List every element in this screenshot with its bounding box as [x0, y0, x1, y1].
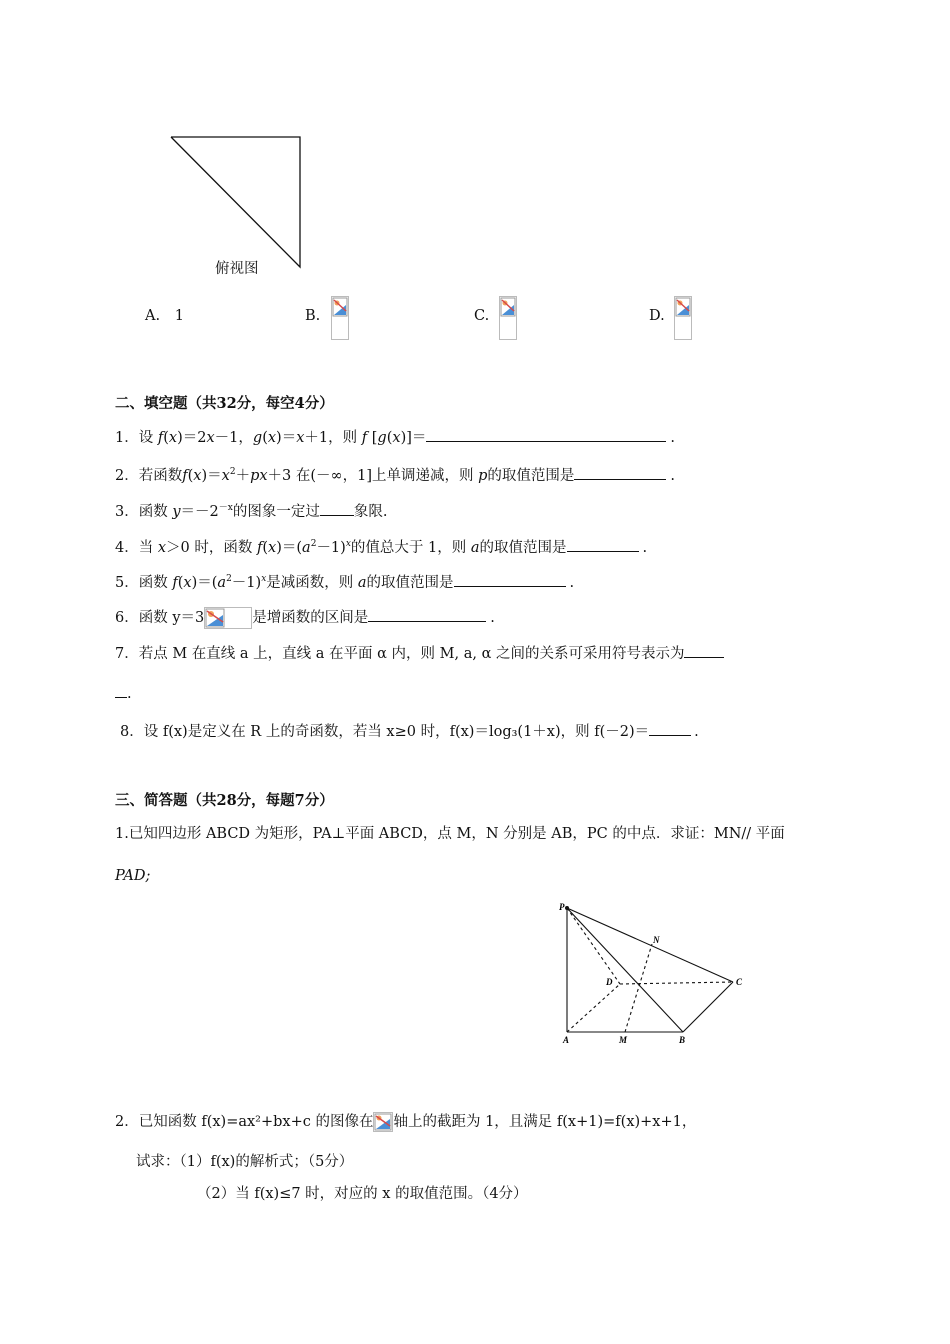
q-text: 4．当 — [115, 539, 154, 556]
q-sup: 2 — [310, 539, 317, 549]
q-text: a — [357, 574, 367, 591]
answer-blank[interactable] — [574, 464, 666, 480]
section3-title: 三、简答题（共28分，每题7分） — [115, 792, 334, 809]
q-end: . — [642, 539, 648, 556]
q-text: 5．函数 — [115, 574, 168, 591]
q-text: 的取值范围是 — [487, 467, 575, 484]
fill-question-7 — [115, 642, 724, 664]
q-text: ＝－2 — [180, 503, 219, 520]
vertex-label-b: B — [679, 1035, 686, 1045]
proof-question-2 — [115, 1112, 696, 1132]
answer-blank[interactable] — [115, 682, 127, 698]
option-letter: A. — [145, 308, 161, 324]
section2-title: 二、填空题（共32分，每空4分） — [115, 395, 334, 412]
proof-question-2-part2: （2）当 f(x)≤7 时，对应的 x 的取值范围。（4分） — [197, 1186, 528, 1202]
option-d — [649, 306, 665, 326]
proof-question-1: 1.已知四边形 ABCD 为矩形，PA⊥平面 ABCD，点 M，N 分别是 AB，PC 的中点．求证：MN// 平面 — [115, 826, 785, 842]
answer-blank[interactable] — [320, 500, 354, 516]
q-text: a — [470, 539, 480, 556]
broken-image-icon — [204, 607, 252, 629]
answer-blank[interactable] — [567, 536, 639, 552]
q-end: . — [127, 686, 132, 702]
q-text: ＞0 时，函数 — [166, 539, 253, 556]
q-text: 的图象一定过 — [232, 503, 320, 520]
q-end: . — [670, 430, 675, 446]
q-text: 象限. — [353, 503, 388, 520]
answer-blank[interactable] — [684, 642, 724, 658]
q-sup: 2 — [229, 467, 236, 477]
q-text: 轴上的截距为 1，且满足 f(x+1)=f(x)+x+1， — [393, 1114, 697, 1130]
q-text: f — [182, 467, 188, 484]
broken-image-icon — [674, 296, 692, 340]
vertex-label-n: N — [653, 935, 660, 945]
option-c — [474, 306, 489, 326]
answer-blank[interactable] — [454, 571, 566, 587]
q-end: . — [490, 610, 495, 626]
fill-question-3 — [115, 498, 387, 522]
q-text: 的取值范围是 — [479, 539, 567, 556]
vertex-label-c: C — [736, 977, 743, 987]
q-text: p — [478, 467, 488, 484]
broken-image-icon — [499, 296, 517, 340]
top-view-caption: 俯视图 — [215, 261, 259, 277]
q-text: 2．若函数 — [115, 467, 183, 484]
option-letter: D. — [649, 308, 665, 324]
answer-blank[interactable] — [426, 426, 666, 442]
broken-image-icon — [331, 296, 349, 340]
q-sup: x — [261, 574, 267, 584]
top-view-triangle — [165, 130, 310, 275]
fill-question-2: 2．若函数$f(x)=x^2+px+3$ 在(－∞，1]上单调递减，则 p的取值范围是 . — [115, 462, 675, 486]
fill-question-6 — [115, 606, 495, 629]
q-text: 6．函数 y＝3 — [115, 610, 205, 626]
q-text: f — [172, 574, 178, 591]
q-text: y — [172, 503, 181, 520]
q-end: . — [694, 724, 699, 740]
fill-question-7-cont — [115, 682, 132, 704]
q-text: 的值总大于 1，则 — [350, 539, 467, 556]
pyramid-figure — [555, 898, 755, 1048]
q-end: . — [569, 574, 575, 591]
vertex-label-a: A — [563, 1035, 570, 1045]
vertex-label-p: P — [559, 902, 565, 912]
q-text: 3．函数 — [115, 503, 168, 520]
q-text: －1) — [316, 539, 346, 556]
option-a — [145, 306, 184, 326]
q-text: 7．若点 M 在直线 a 上，直线 a 在平面 α 内，则 M, a, α 之间的关系可采用符号表示为 — [115, 646, 685, 662]
proof-question-1-cont: PAD; — [115, 868, 151, 884]
q-sup: －x — [218, 503, 233, 513]
q-text: f — [256, 539, 263, 556]
vertex-label-m: M — [619, 1035, 628, 1045]
answer-blank[interactable] — [649, 720, 691, 736]
q-text: 2．已知函数 f(x)=ax²+bx+c 的图像在 — [115, 1114, 374, 1130]
option-letter: B. — [305, 308, 321, 324]
q-text: 是减函数，则 — [266, 574, 354, 591]
q-text: 是增函数的区间是 — [252, 610, 369, 626]
answer-blank[interactable] — [368, 606, 486, 622]
fill-question-8 — [120, 720, 699, 742]
fill-question-1: 1．设 f(x)＝2x－1，g(x)＝x＋1，则 f [g(x)]＝ . — [115, 426, 675, 448]
q-sup: 2 — [226, 574, 232, 584]
vertex-label-d: D — [606, 977, 613, 987]
option-b — [305, 306, 320, 326]
option-value: 1 — [174, 308, 184, 324]
q-text: x — [157, 539, 167, 556]
broken-image-icon — [373, 1112, 393, 1132]
fill-question-4: 4．当 x＞0 时，函数 $f(x)=(a^2-1)^x$的值总大于 1，则 a的取值范围是 . — [115, 534, 647, 558]
proof-question-2-part1: 试求：（1）f(x)的解析式；（5分） — [136, 1154, 354, 1170]
q-text: －1) — [231, 574, 262, 591]
q-text: 的取值范围是 — [366, 574, 454, 591]
q-sup: x — [345, 539, 351, 549]
q-end: . — [670, 467, 676, 484]
option-letter: C. — [474, 308, 490, 324]
q-text: 8．设 f(x)是定义在 R 上的奇函数，若当 x≥0 时，f(x)＝log₃(1＋x)，则 f(－2)＝ — [120, 724, 650, 740]
fill-question-5: 5．函数 $f(x)=(a^2-1)^x$是减函数，则 a的取值范围是 . — [115, 569, 574, 593]
